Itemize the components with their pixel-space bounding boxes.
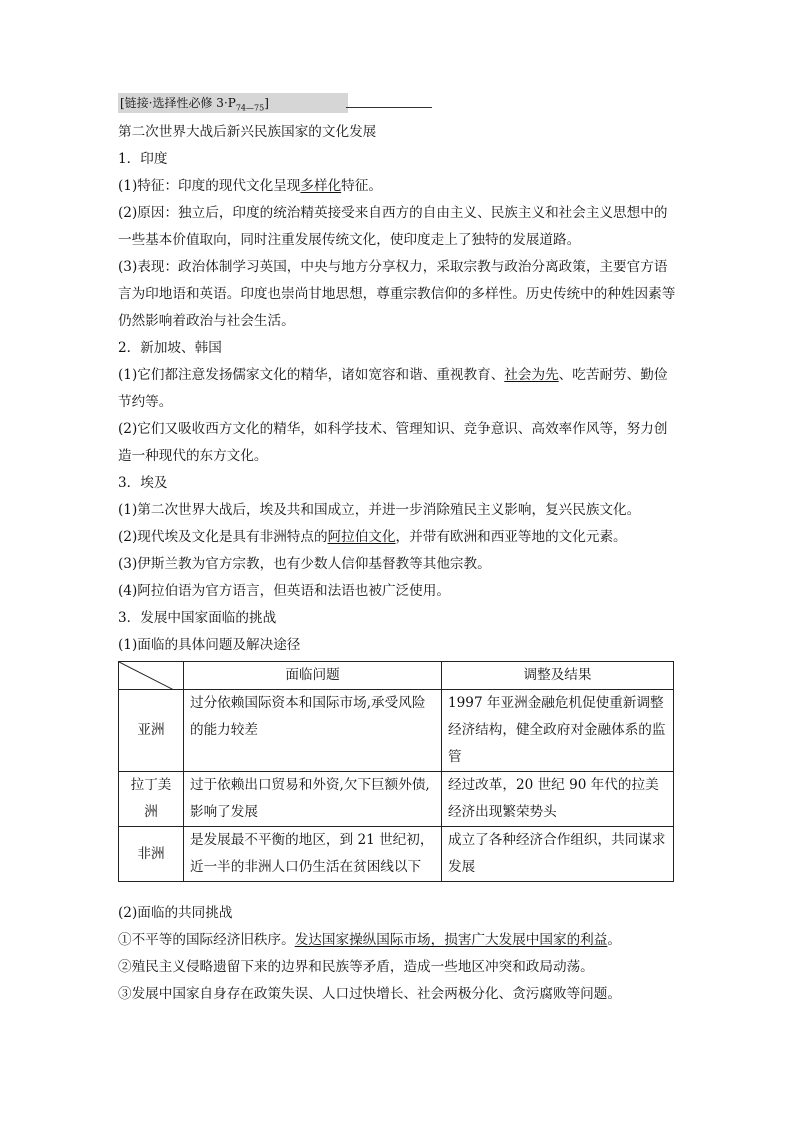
challenge-sub2: (2)面临的共同挑战 xyxy=(118,905,233,921)
underlined-term: 社会为先 xyxy=(504,367,559,383)
egypt-p3: (3)伊斯兰教为官方宗教，也有少数人信仰基督教等其他宗教。 xyxy=(118,556,491,572)
egypt-heading: 3．埃及 xyxy=(118,475,168,491)
table-row xyxy=(119,772,674,827)
challenge-item-2: ②殖民主义侵略遗留下来的边界和民族等矛盾，造成一些地区冲突和政局动荡。 xyxy=(118,959,594,975)
egypt-p2: (2)现代埃及文化是具有非洲特点的阿拉伯文化，并带有欧洲和西亚等地的文化元素。 xyxy=(118,529,627,545)
sk-heading: 2．新加坡、韩国 xyxy=(118,340,222,356)
table-row xyxy=(119,827,674,882)
table-region: 拉丁美洲 xyxy=(119,772,184,827)
challenge-sub1: (1)面临的具体问题及解决途径 xyxy=(118,637,301,653)
challenge-heading: 3．发展中国家面临的挑战 xyxy=(118,610,277,626)
link-reference-box: [链接·选择性必修 $3\cdot P_{74—75}$] xyxy=(118,93,348,113)
india-performance: (3)表现：政治体制学习英国，中央与地方分享权力，采取宗教与政治分离政策，主要官方语言为印地语和英语。印度也崇尚甘地思想，尊重宗教信仰的多样性。历史传统中的种姓因素等仍然影响着政治与社会生活。 xyxy=(118,259,676,329)
underlined-term: 多样化 xyxy=(300,178,342,194)
diagonal-line xyxy=(119,662,174,690)
underlined-term: 发达国家操纵国际市场，损害广大发展中国家的利益 xyxy=(294,932,608,948)
table-row xyxy=(119,690,674,772)
challenge-item-1: ①不平等的国际经济旧秩序。发达国家操纵国际市场，损害广大发展中国家的利益。 xyxy=(118,932,621,948)
india-heading: 1．印度 xyxy=(118,151,168,167)
table-header: 调整及结果 xyxy=(442,662,674,690)
table-problem: 是发展最不平衡的地区，到 21 世纪初，近一半的非洲人口仍生活在贫困线以下 xyxy=(184,827,442,882)
table-result: 成立了各种经济合作组织，共同谋求发展 xyxy=(442,827,674,882)
table-corner-cell xyxy=(119,662,184,690)
table-region: 非洲 xyxy=(119,827,184,882)
link-reference-line xyxy=(346,107,432,108)
underlined-term: 阿拉伯文化 xyxy=(327,529,396,545)
egypt-p4: (4)阿拉伯语为官方语言，但英语和法语也被广泛使用。 xyxy=(118,583,450,599)
link-reference xyxy=(118,93,678,115)
table-result: 1997 年亚洲金融危机促使重新调整经济结构，健全政府对金融体系的监管 xyxy=(442,690,674,772)
table-header-row xyxy=(119,662,674,690)
challenge-item-3: ③发展中国家自身存在政策失误、人口过快增长、社会两极分化、贪污腐败等问题。 xyxy=(118,986,621,1002)
egypt-p1: (1)第二次世界大战后，埃及共和国成立，并进一步消除殖民主义影响，复兴民族文化。 xyxy=(118,502,641,518)
india-feature: (1)特征：印度的现代文化呈现多样化特征。 xyxy=(118,178,382,194)
sk-western: (2)它们又吸收西方文化的精华，如科学技术、管理知识、竞争意识、高效率作风等，努力创造一种现代的东方文化。 xyxy=(118,421,668,464)
table-header: 面临问题 xyxy=(184,662,442,690)
section-title: 第二次世界大战后新兴民族国家的文化发展 xyxy=(118,124,377,140)
table-region: 亚洲 xyxy=(119,690,184,772)
challenge-table xyxy=(118,661,674,882)
table-problem: 过分依赖国际资本和国际市场,承受风险的能力较差 xyxy=(184,690,442,772)
india-reason: (2)原因：独立后，印度的统治精英接受来自西方的自由主义、民族主义和社会主义思想中的一些基本价值取向，同时注重发展传统文化，使印度走上了独特的发展道路。 xyxy=(118,205,668,248)
table-result: 经过改革，20 世纪 90 年代的拉美经济出现繁荣势头 xyxy=(442,772,674,827)
table-problem: 过于依赖出口贸易和外资,欠下巨额外债,影响了发展 xyxy=(184,772,442,827)
document-page xyxy=(118,93,678,1008)
sk-confucian: (1)它们都注意发扬儒家文化的精华，诸如宽容和谐、重视教育、社会为先、吃苦耐劳、勤俭节约等。 xyxy=(118,367,668,410)
